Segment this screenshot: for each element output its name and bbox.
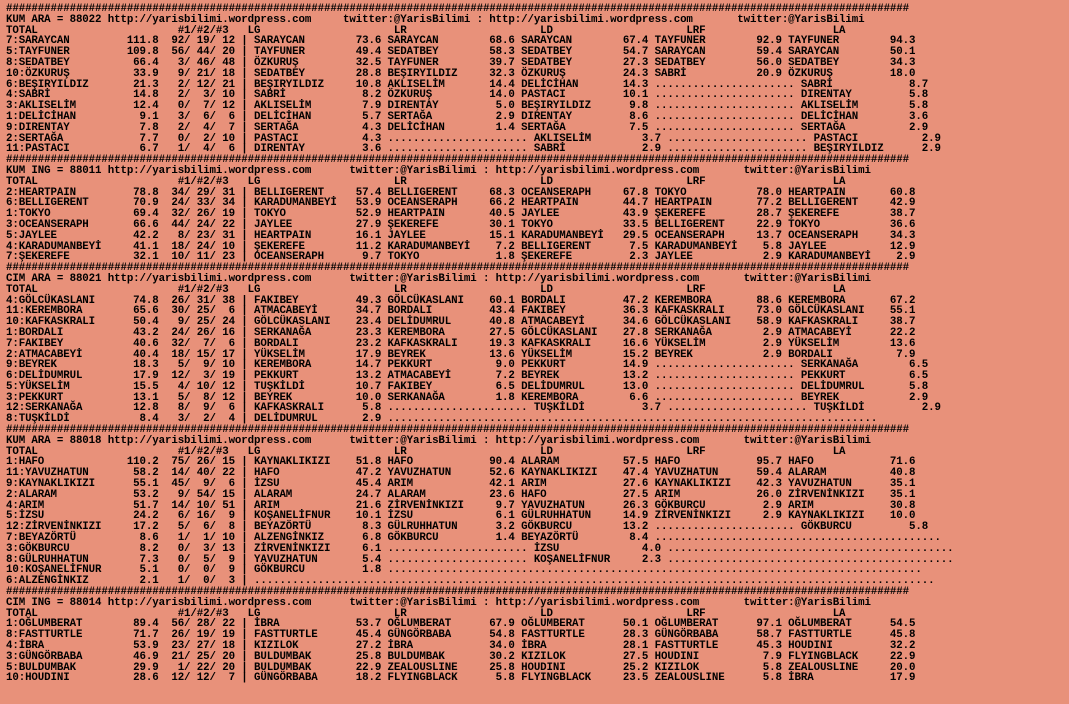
report-line: 2:HEARTPAIN 78.8 34/ 29/ 31 | BELLIGERENT 57.4 BELLIGERENT 68.3 OCEANSERAPH 67.8 TOKYO 78.0 HEARTPAIN 60.8 <box>6 186 916 199</box>
report-line: 4:ARIM 51.7 14/ 10/ 51 | ARIM 21.6 ZİRVENİNKIZI 9.7 YAVUZHATUN 26.3 GÖKBURCU 2.9 ARIM 30.8 <box>6 499 916 512</box>
separator-line: ############################################################################################################################################## <box>6 586 910 599</box>
separator-line: ############################################################################################################################################## <box>6 154 910 167</box>
report-line: 10:HOUDINI 28.6 12/ 12/ 7 | GÜNGÖRBABA 18.2 FLYINGBLACK 5.8 FLYINGBLACK 23.5 ZEALOUSLINE 5.8 İBRA 17.9 <box>6 672 916 685</box>
report-line: 12:SERKANAĞA 12.8 8/ 9/ 6 | KAFKASKRALI 5.8 ...................... TUŞKİLDİ 3.7 ...................... TUŞKİLDİ 2.9 <box>6 402 941 415</box>
report-line: TOTAL #1/#2/#3 LG LR LD LRF LA <box>6 283 846 296</box>
report-line: 11:PASTACI 6.7 1/ 4/ 6 | DIRENTAY 3.6 ...................... SABRİ 2.9 ...................... BEŞIRYILDIZ 2.9 <box>6 143 941 156</box>
race-stats-text <box>6 4 1069 684</box>
report-line: 8:GÜLRUHHATUN 7.3 0/ 5/ 9 | YAVUZHATUN 5.4 ...................... KOŞANELİFNUR 2.3 ............................................. <box>6 553 954 566</box>
report-line: 7:FAKIBEY 40.6 32/ 7/ 6 | BORDALI 23.2 KAFKASKRALI 19.3 KAFKASKRALI 16.6 YÜKSELİM 2.9 YÜKSELİM 13.6 <box>6 337 916 350</box>
report-line: 7:BEYAZÖRTÜ 8.6 1/ 1/ 10 | ALZENGİNKIZ 6.8 GÖKBURCU 1.4 BEYAZÖRTÜ 8.4 ............................................. <box>6 532 941 545</box>
report-line: 2:ATMACABEYİ 40.4 18/ 15/ 17 | YÜKSELİM 17.9 BEYREK 13.6 YÜKSELİM 15.2 BEYREK 2.9 BORDALI 7.9 <box>6 348 916 361</box>
report-line: 5:İZSU 24.2 6/ 16/ 9 | KOŞANELİFNUR 10.1 İZSU 6.1 GÜLRUHHATUN 14.9 ZİRVENİNKIZI 2.9 KAYNAKLIKIZI 10.0 <box>6 510 916 523</box>
report-line: 4:GÖLCÜKASLANI 74.8 26/ 31/ 38 | FAKIBEY 49.3 GÖLCÜKASLANI 60.1 BORDALI 47.2 KEREMBORA 88.6 KEREMBORA 67.2 <box>6 294 916 307</box>
report-line: 8:SEDATBEY 66.4 3/ 46/ 48 | ÖZKURUŞ 32.5 TAYFUNER 39.7 SEDATBEY 27.3 SEDATBEY 56.0 SEDATBEY 34.3 <box>6 56 916 69</box>
report-line: 10:ÖZKURUŞ 33.9 9/ 21/ 18 | SEDATBEY 28.8 BEŞIRYILDIZ 32.3 ÖZKURUŞ 24.3 SABRİ 20.9 ÖZKURUŞ 18.0 <box>6 67 916 80</box>
report-line: 3:GÜNGÖRBABA 46.9 21/ 25/ 20 | BULDUMBAK 25.8 BULDUMBAK 30.2 KIZILOK 27.5 HOUDINI 7.9 FLYINGBLACK 22.9 <box>6 650 916 663</box>
report-line: 10:KOŞANELİFNUR 5.1 0/ 0/ 9 | GÖKBURCU 1.8 .................................................................................... <box>6 564 922 577</box>
report-line: 1:TOKYO 69.4 32/ 26/ 19 | TOKYO 52.9 HEARTPAIN 40.5 JAYLEE 43.9 ŞEKEREFE 28.7 ŞEKEREFE 38.7 <box>6 208 916 221</box>
report-line: 7:ŞEKEREFE 32.1 10/ 11/ 23 | OCEANSERAPH 9.7 TOKYO 1.8 ŞEKEREFE 2.3 JAYLEE 2.9 KARADUMANBEYİ 2.9 <box>6 251 916 264</box>
report-line: 3:PEKKURT 13.1 5/ 8/ 12 | BEYREK 10.0 SERKANAĞA 1.8 KEREMBORA 6.6 ...................... BEYREK 2.9 <box>6 391 929 404</box>
report-line: 6:DELİDUMRUL 17.9 12/ 3/ 19 | PEKKURT 13.2 ATMACABEYİ 7.2 BEYREK 13.2 ...................... PEKKURT 6.5 <box>6 370 929 383</box>
report-line: 4:KARADUMANBEYİ 41.1 18/ 24/ 10 | ŞEKEREFE 11.2 KARADUMANBEYİ 7.2 BELLIGERENT 7.5 KARADUMANBEYİ 5.8 JAYLEE 12.9 <box>6 240 916 253</box>
separator-line: ############################################################################################################################################## <box>6 3 910 15</box>
report-line: 3:GÖKBURCU 8.2 0/ 3/ 13 | ZİRVENİNKIZI 6.1 ...................... İZSU 4.0 ............................................. <box>6 542 954 555</box>
report-line: 4:SABRİ 14.8 2/ 3/ 10 | SABRİ 8.2 ÖZKURUŞ 14.0 PASTACI 10.1 ...................... DIRENTAY 5.8 <box>6 89 929 102</box>
report-line: KUM ING = 88011 http://yarisbilimi.wordpress.com twitter:@YarisBilimi : http://yarisbilimi.wordpress.com twitter:@YarisBilimi <box>6 164 871 177</box>
report-line: 10:KAFKASKRALI 50.4 9/ 25/ 24 | GÖLCÜKASLANI 23.4 DELİDUMRUL 40.8 ATMACABEYİ 34.6 GÖLCÜKASLANI 58.9 KAFKASKRALI 38.7 <box>6 316 916 329</box>
report-line: 6:BELLIGERENT 70.9 24/ 33/ 34 | KARADUMANBEYİ 53.9 OCEANSERAPH 66.2 HEARTPAIN 44.7 HEARTPAIN 77.2 BELLIGERENT 42.9 <box>6 197 916 210</box>
report-line: 5:JAYLEE 42.2 8/ 23/ 31 | HEARTPAIN 16.1 JAYLEE 15.1 KARADUMANBEYİ 29.5 OCEANSERAPH 13.7 OCEANSERAPH 34.3 <box>6 229 916 242</box>
report-line: 1:OĞLUMBERAT 89.4 56/ 28/ 22 | İBRA 53.7 OĞLUMBERAT 67.9 OĞLUMBERAT 50.1 OĞLUMBERAT 97.1 OĞLUMBERAT 54.5 <box>6 618 916 631</box>
report-line: 11:YAVUZHATUN 58.2 14/ 40/ 22 | HAFO 47.2 YAVUZHATUN 52.6 KAYNAKLIKIZI 47.4 YAVUZHATUN 59.4 ALARAM 40.8 <box>6 467 916 480</box>
report-line: TOTAL #1/#2/#3 LG LR LD LRF LA <box>6 445 846 458</box>
report-line: 1:HAFO 110.2 75/ 26/ 15 | KAYNAKLIKIZI 51.8 HAFO 90.4 ALARAM 57.5 HAFO 95.7 HAFO 71.6 <box>6 456 916 469</box>
separator-line: ############################################################################################################################################## <box>6 424 910 437</box>
report-line: 12:ZİRVENİNKIZI 17.2 5/ 6/ 8 | BEYAZÖRTÜ 8.3 GÜLRUHHATUN 3.2 GÖKBURCU 13.2 ...................... GÖKBURCU 5.8 <box>6 521 929 534</box>
report-line: 8:FASTTURTLE 71.7 26/ 19/ 19 | FASTTURTLE 45.4 GÜNGÖRBABA 54.8 FASTTURTLE 28.3 GÜNGÖRBABA 58.7 FASTTURTLE 45.8 <box>6 629 916 642</box>
report-line: 3:AKLISELİM 12.4 0/ 7/ 12 | AKLISELİM 7.9 DIRENTAY 5.0 BEŞIRYILDIZ 9.8 ...................... AKLISELİM 5.8 <box>6 100 929 113</box>
report-line: 5:BULDUMBAK 29.9 1/ 22/ 20 | BULDUMBAK 22.9 ZEALOUSLINE 25.8 HOUDINI 25.2 KIZILOK 5.8 ZEALOUSLINE 20.0 <box>6 661 916 674</box>
report-line: 4:İBRA 53.9 23/ 27/ 18 | KIZILOK 27.2 İBRA 34.0 İBRA 28.1 FASTTURTLE 45.3 HOUDINI 32.2 <box>6 640 916 653</box>
separator-line: ############################################################################################################################################## <box>6 262 910 275</box>
report-line: 1:BORDALI 43.2 24/ 26/ 16 | SERKANAĞA 23.3 KEREMBORA 27.5 GÖLCÜKASLANI 27.8 SERKANAĞA 2.9 ATMACABEYİ 22.2 <box>6 326 916 339</box>
report-line: TOTAL #1/#2/#3 LG LR LD LRF LA <box>6 175 846 188</box>
report-line: 7:SARAYCAN 111.8 92/ 19/ 12 | SARAYCAN 73.6 SARAYCAN 68.6 SARAYCAN 67.4 TAYFUNER 92.9 TAYFUNER 94.3 <box>6 35 916 48</box>
report-line: TOTAL #1/#2/#3 LG LR LD LRF LA <box>6 607 846 620</box>
report-line: 2:SERTAĞA 7.7 0/ 2/ 10 | PASTACI 4.3 ...................... AKLISELİM 3.7 ...................... PASTACI 2.9 <box>6 132 941 145</box>
report-line: 3:OCEANSERAPH 66.6 44/ 24/ 22 | JAYLEE 27.9 ŞEKEREFE 30.1 TOKYO 33.5 BELLIGERENT 22.9 TOKYO 36.6 <box>6 218 916 231</box>
report-line: 11:KEREMBORA 65.6 30/ 25/ 6 | ATMACABEYİ 34.7 BORDALI 43.4 FAKIBEY 36.3 KAFKASKRALI 73.0 GÖLCÜKASLANI 55.1 <box>6 305 916 318</box>
report-line: 8:TUŞKİLDİ 8.4 3/ 2/ 4 | DELİDUMRUL 2.9 ............................................................................. <box>6 413 878 426</box>
report-line: KUM ARA = 88018 http://yarisbilimi.wordpress.com twitter:@YarisBilimi : http://yarisbilimi.wordpress.com twitter:@YarisBilimi <box>6 434 871 447</box>
report-line: TOTAL #1/#2/#3 LG LR LD LRF LA <box>6 24 846 37</box>
report-line: 9:BEYREK 18.3 5/ 9/ 10 | KEREMBORA 14.7 PEKKURT 9.0 PEKKURT 14.9 ...................... SERKANAĞA 6.5 <box>6 359 929 372</box>
report-line: 6:ALZENGİNKIZ 2.1 1/ 0/ 3 | ........................................................................................................... <box>6 575 935 588</box>
report-line: CIM ARA = 88021 http://yarisbilimi.wordpress.com twitter:@YarisBilimi : http://yarisbilimi.wordpress.com twitter:@YarisBilimi <box>6 272 871 285</box>
report-line: KUM ARA = 88022 http://yarisbilimi.wordpress.com twitter:@YarisBilimi : http://yarisbilimi.wordpress.com twitter:@YarisBilimi <box>6 13 865 26</box>
report-line: 9:DIRENTAY 7.8 2/ 4/ 7 | SERTAĞA 4.3 DELİCİHAN 1.4 SERTAĞA 7.5 ...................... SERTAĞA 2.9 <box>6 121 929 134</box>
report-line: 5:TAYFUNER 109.8 56/ 44/ 20 | TAYFUNER 49.4 SEDATBEY 58.3 SEDATBEY 54.7 SARAYCAN 59.4 SARAYCAN 50.1 <box>6 46 916 59</box>
report-line: 5:YÜKSELİM 15.5 4/ 10/ 12 | TUŞKİLDİ 10.7 FAKIBEY 6.5 DELİDUMRUL 13.0 ...................... DELİDUMRUL 5.8 <box>6 380 929 393</box>
report-line: 6:BEŞIRYILDIZ 21.3 2/ 12/ 21 | BEŞIRYILDIZ 10.8 AKLISELİM 14.4 DELİCİHAN 14.3 ...................... SABRİ 8.7 <box>6 78 929 91</box>
report-line: 9:KAYNAKLIKIZI 55.1 45/ 9/ 6 | İZSU 45.4 ARIM 42.1 ARIM 27.6 KAYNAKLIKIZI 42.3 YAVUZHATUN 35.1 <box>6 478 916 491</box>
report-line: 1:DELİCİHAN 9.1 3/ 6/ 6 | DELİCİHAN 5.7 SERTAĞA 2.9 DIRENTAY 8.6 ...................... DELİCİHAN 3.6 <box>6 110 929 123</box>
report-line: CIM ING = 88014 http://yarisbilimi.wordpress.com twitter:@YarisBilimi : http://yarisbilimi.wordpress.com twitter:@YarisBilimi <box>6 596 871 609</box>
report-line: 2:ALARAM 53.2 9/ 54/ 15 | ALARAM 24.7 ALARAM 23.6 HAFO 27.5 ARIM 26.0 ZİRVENİNKIZI 35.1 <box>6 488 916 501</box>
